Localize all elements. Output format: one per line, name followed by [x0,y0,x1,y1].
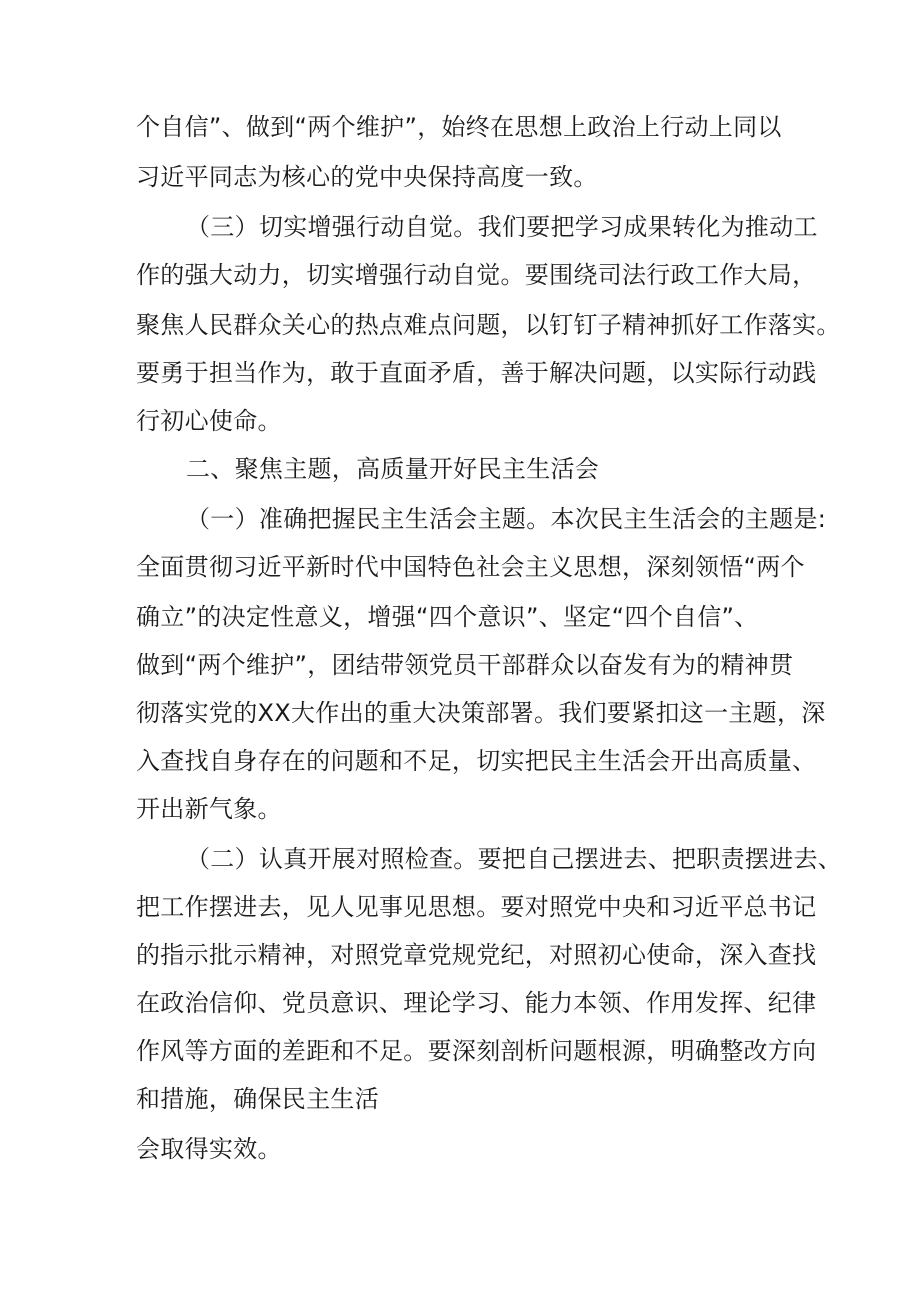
paragraph-start-line: （三）切实增强行动自觉。我们要把学习成果转化为推动工 [186,213,818,241]
text-line: 全面贯彻习近平新时代中国特色社会主义思想，深刻领悟“两个 [136,553,805,581]
text-line: 把工作摆进去，见人见事见思想。要对照党中央和习近平总书记 [136,893,817,921]
text-line: 做到“两个维护”，团结带领党员干部群众以奋发有为的精神贯 [136,651,794,679]
text-line: 要勇于担当作为，敢于直面矛盾，善于解决问题，以实际行动践 [136,359,817,387]
text-line: 和措施，确保民主生活 [136,1085,379,1113]
text-line: 确立”的决定性意义，增强“四个意识”、坚定“四个自信”、 [136,603,759,631]
text-line: 个自信”、做到“两个维护”，始终在思想上政治上行动上同以 [136,113,782,141]
text-line: 彻落实党的XX大作出的重大决策部署。我们要紧扣这一主题，深 [136,699,826,727]
text-line: 开出新气象。 [136,795,282,823]
text-line: 的指示批示精神，对照党章党规党纪，对照初心使命，深入查找 [136,941,817,969]
text-line: 聚焦人民群众关心的热点难点问题，以钉钉子精神抓好工作落实。 [136,311,841,339]
text-line: 作风等方面的差距和不足。要深刻剖析问题根源，明确整改方向 [136,1037,817,1065]
paragraph-start-line: （一）准确把握民主生活会主题。本次民主生活会的主题是: [186,505,827,533]
text-line: 行初心使命。 [136,407,282,435]
text-line: 作的强大动力，切实增强行动自觉。要围绕司法行政工作大局， [136,261,817,289]
section-heading: 二、聚焦主题，高质量开好民主生活会 [186,455,600,483]
text-line: 入查找自身存在的问题和不足，切实把民主生活会开出高质量、 [136,747,817,775]
text-line: 习近平同志为核心的党中央保持高度一致。 [136,163,598,191]
text-line: 会取得实效。 [136,1135,282,1163]
text-line: 在政治信仰、党员意识、理论学习、能力本领、作用发挥、纪律 [136,989,817,1017]
paragraph-start-line: （二）认真开展对照检查。要把自己摆进去、把职责摆进去、 [186,845,843,873]
